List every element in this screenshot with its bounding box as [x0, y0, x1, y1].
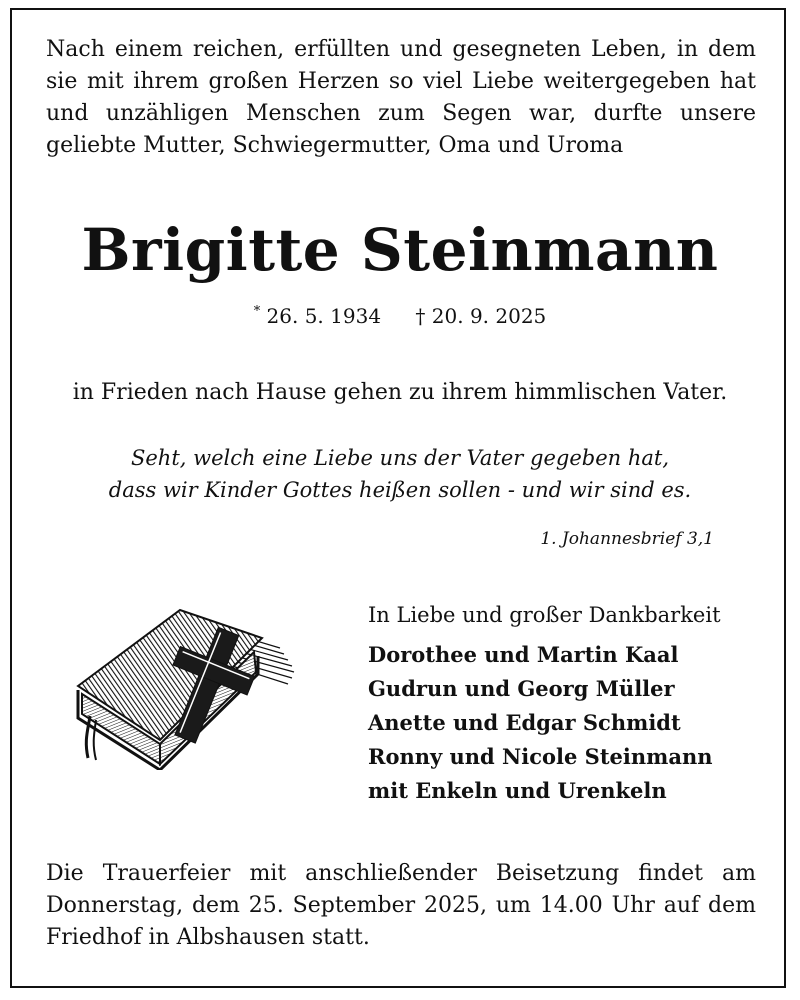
family-member: mit Enkeln und Urenkeln	[368, 778, 667, 803]
family-member: Gudrun und Georg Müller	[368, 676, 675, 701]
life-dates	[0, 298, 800, 330]
death-symbol: †	[415, 303, 426, 328]
family-lead: In Liebe und großer Dankbarkeit	[368, 603, 721, 627]
family-signatures	[368, 600, 768, 808]
birth-date-group	[254, 298, 381, 330]
birth-symbol: *	[253, 304, 261, 319]
funeral-announcement: Die Trauerfeier mit anschließender Beisetzung findet am Donnerstag, dem 25. September 2025, um 14.00 Uhr auf dem Friedhof in Albshausen statt.	[46, 861, 756, 950]
intro-paragraph: Nach einem reichen, erfüllten und gesegneten Leben, in dem sie mit ihrem großen Herzen so viel Liebe weitergegeben hat und unzähligen Menschen zum Segen war, durfte unsere geliebte Mutter, Schwiegermutter, Oma und Uroma	[46, 37, 756, 158]
bible-verse	[0, 442, 800, 506]
birth-date: 26. 5. 1934	[266, 303, 382, 328]
death-date-group	[415, 302, 546, 330]
family-member: Ronny und Nicole Steinmann	[368, 744, 713, 769]
family-member: Dorothee und Martin Kaal	[368, 642, 679, 667]
verse-reference: 1. Johannesbrief 3,1	[540, 529, 714, 549]
bible-with-cross-icon	[70, 590, 300, 770]
peace-line: in Frieden nach Hause gehen zu ihrem himmlischen Vater.	[72, 380, 728, 405]
death-date: 20. 9. 2025	[431, 303, 547, 328]
verse-line-1: Seht, welch eine Liebe uns der Vater gegeben hat,	[130, 446, 669, 470]
family-member: Anette und Edgar Schmidt	[368, 710, 681, 735]
verse-line-2: dass wir Kinder Gottes heißen sollen - und wir sind es.	[108, 478, 692, 502]
deceased-name: Brigitte Steinmann	[81, 216, 719, 284]
